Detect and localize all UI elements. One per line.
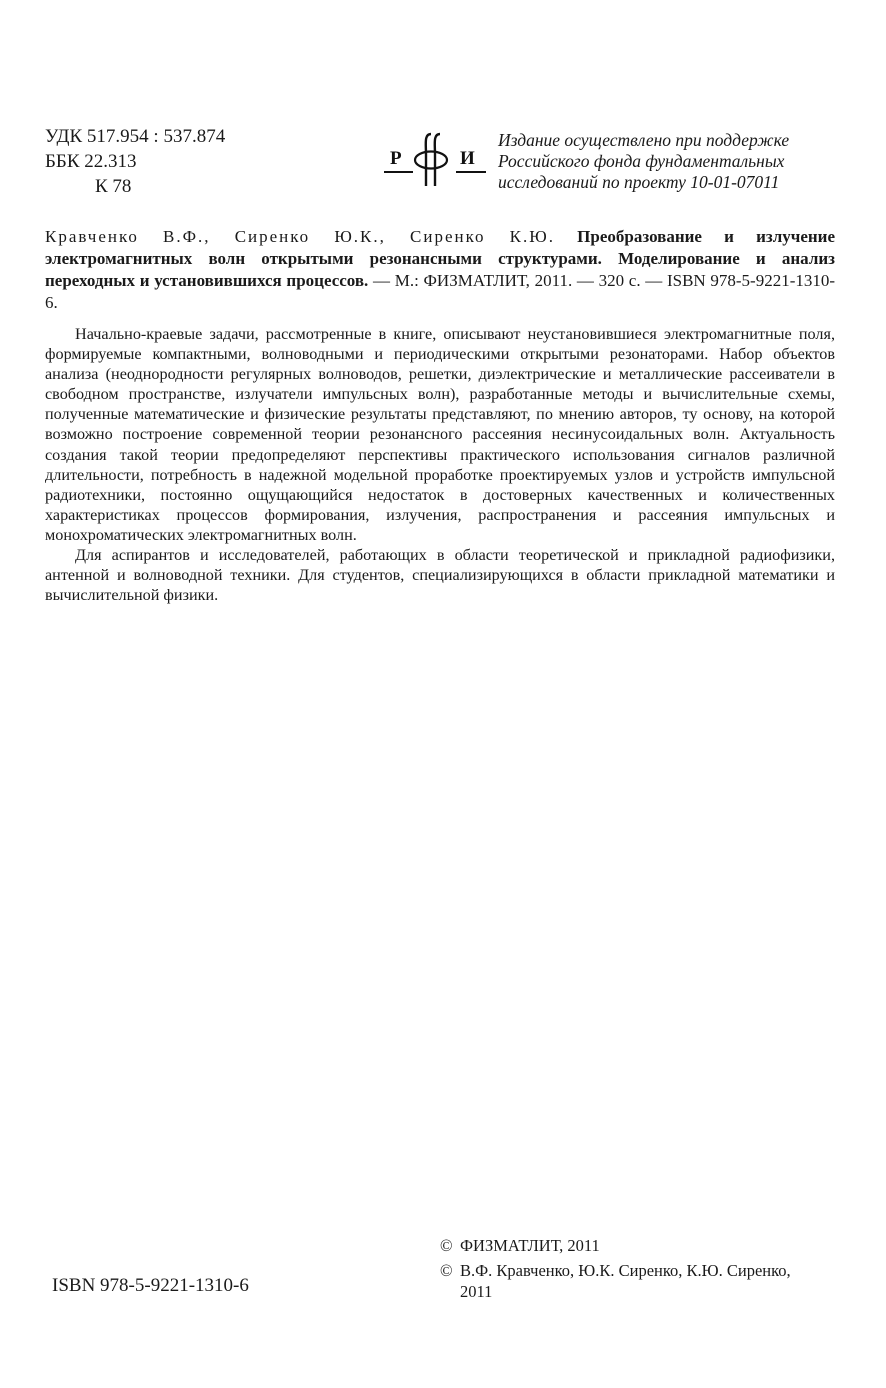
logo-letter-left: Р [390, 148, 402, 169]
logo-phi-bowl [415, 152, 447, 169]
abstract-paragraph-1: Начально-краевые задачи, рассмотренные в книге, описывают неустановившиеся электромагнитные поля, формируемые компактными, волноводными и периодическими открытыми резонаторами. Набор объектов анализа (неоднородности регулярных волноводов, решетки, диэлектрические и металлические рассеиватели в свободном пространстве, излучатели импульсных волн), разработанные методы и вычислительные схемы, полученные математические и физические результаты представляют, по мнению авторов, ту основу, на которой возможно построение современной теории резонансного рассеяния несинусоидальных волн. Актуальность создания такой теории предопределяют перспективы практического использования сигналов различной длительности, потребность в надежной модельной проработке проектируемых узлов и устройств импульсной радиотехники, постоянно ощущающийся недостаток в достоверных качественных и количественных характеристиках процессов формирования, излучения, распространения и рассеяния импульсных и монохроматических электромагнитных волн. [45, 325, 835, 544]
bibliographic-description [45, 226, 835, 314]
logo-stem-2 [435, 134, 440, 186]
logo-stem-1 [426, 134, 431, 186]
copyright-authors: В.Ф. Кравченко, Ю.К. Сиренко, К.Ю. Сиренко, [460, 1261, 791, 1280]
copyright-symbol-icon: © [440, 1261, 453, 1280]
author-mark: К 78 [95, 176, 132, 197]
copyright-year: 2011 [460, 1282, 493, 1301]
funding-note [498, 130, 838, 193]
copyright-authors-row [440, 1260, 840, 1302]
funding-note-line-2: Российского фонда фундаментальных [498, 151, 785, 171]
isbn: ISBN 978-5-9221-1310-6 [52, 1275, 249, 1296]
abstract [45, 324, 835, 605]
logo-letter-right: И [460, 148, 475, 169]
classification-block [45, 124, 225, 199]
book-title: Преобразование и излучение электромагнитных волн открытыми резонансными структурами. Моделирование и анализ переходных и установившихся процессов. [45, 227, 836, 290]
rffi-logo [380, 130, 490, 188]
copyright-symbol-icon: © [440, 1236, 453, 1255]
copyright-block [440, 1235, 840, 1306]
copyright-publisher-row [440, 1235, 840, 1256]
funding-note-line-3: исследований по проекту 10-01-07011 [498, 172, 780, 192]
book-imprint: — М.: ФИЗМАТЛИТ, 2011. — 320 с. — ISBN 978-5-9221-1310-6. [45, 271, 836, 312]
udk-code: УДК 517.954 : 537.874 [45, 126, 226, 147]
book-authors: Кравченко В.Ф., Сиренко Ю.К., Сиренко К.Ю. [45, 227, 555, 246]
abstract-paragraph-2: Для аспирантов и исследователей, работающих в области теоретической и прикладной радиофизики, антенной и волноводной техники. Для студентов, специализирующихся в области прикладной математики и вычислительной физики. [45, 546, 835, 605]
copyright-publisher: ФИЗМАТЛИТ, 2011 [460, 1236, 600, 1255]
funding-note-line-1: Издание осуществлено при поддержке [498, 130, 790, 150]
bbk-code: ББК 22.313 [45, 151, 137, 172]
